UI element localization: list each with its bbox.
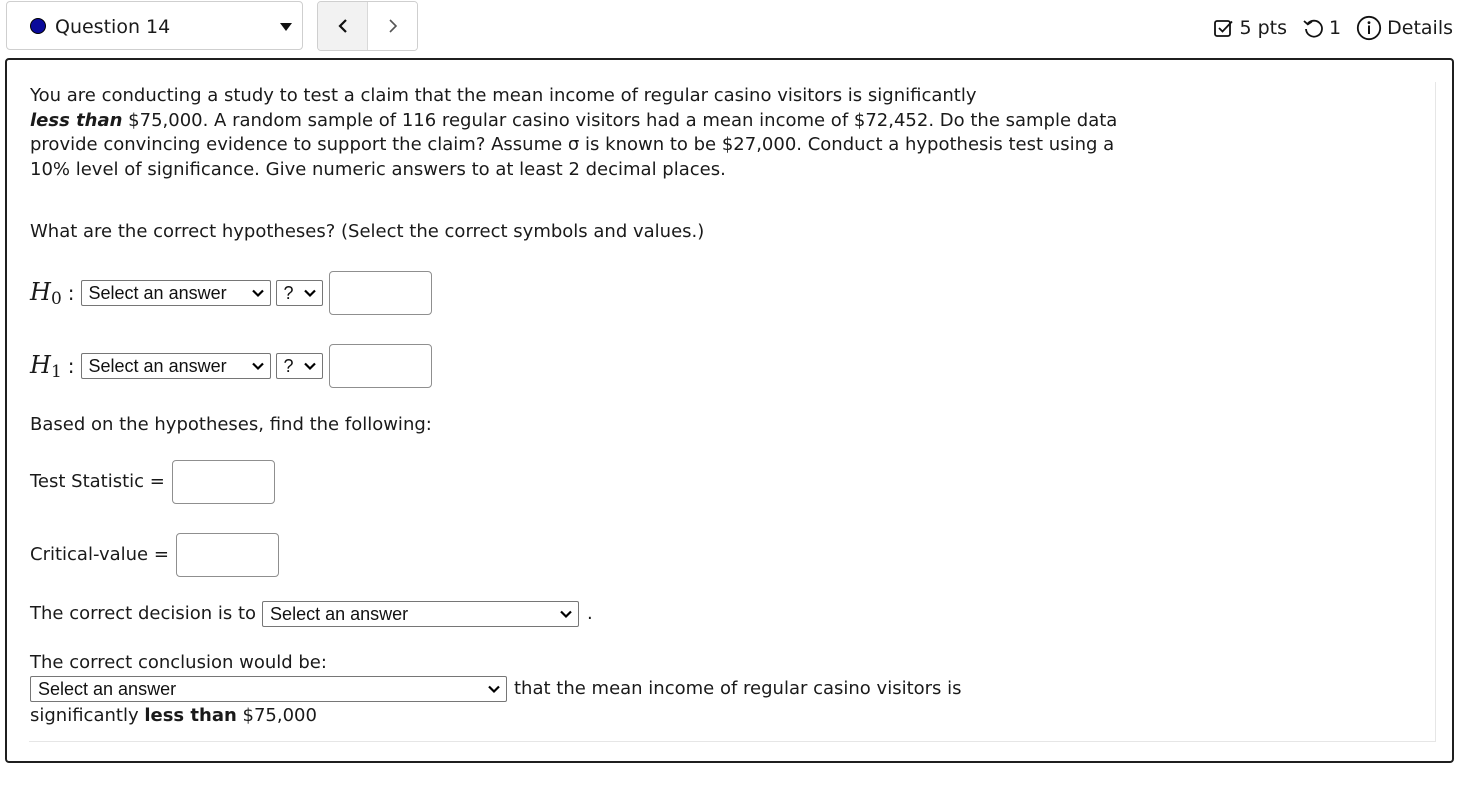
test-statistic-row xyxy=(30,460,275,504)
status-dot-icon xyxy=(30,18,46,34)
details-button[interactable] xyxy=(1356,15,1453,41)
test-statistic-label: Test Statistic = xyxy=(30,471,165,492)
h1-value-input[interactable] xyxy=(329,344,432,388)
prompt-text-b: $75,000. A random sample of 116 regular casino visitors had a mean income of $72,452. Do the sample data provide convincing evidence to support the claim? Assume σ is known to be $27,000. Conduct a hypothesis test using a 10% level of significance. Give numeric answers to at least 2 decimal places. xyxy=(30,109,1118,180)
based-on-label: Based on the hypotheses, find the following: xyxy=(30,414,432,435)
critical-value-input[interactable] xyxy=(176,533,279,577)
details-label: Details xyxy=(1387,17,1453,39)
h1-operator-select[interactable]: ? xyxy=(276,353,323,379)
points-text: 5 pts xyxy=(1239,17,1288,39)
chevron-down-icon xyxy=(487,682,501,696)
previous-question-button[interactable] xyxy=(318,2,367,50)
chevron-down-icon xyxy=(251,359,265,373)
points-info xyxy=(1213,17,1287,39)
conclusion-row xyxy=(30,676,962,702)
h0-row: $H_0$ : Select an answer ? xyxy=(30,271,432,315)
chevron-down-icon xyxy=(303,359,317,373)
chevron-down-icon xyxy=(251,286,265,300)
h1-row: $H_1$ : Select an answer ? xyxy=(30,344,432,388)
retry-icon xyxy=(1302,17,1324,39)
caret-down-icon xyxy=(280,23,292,31)
h0-operator-select[interactable]: ? xyxy=(276,280,323,306)
conclusion-continued: significantly less than $75,000 xyxy=(30,705,317,726)
question-prompt xyxy=(30,84,1120,182)
chevron-right-icon xyxy=(387,18,399,34)
question-meta xyxy=(1213,15,1453,41)
chevron-down-icon xyxy=(559,607,573,621)
h1-parameter-select[interactable]: Select an answer xyxy=(81,353,271,379)
next-question-button[interactable] xyxy=(367,2,417,50)
question-label: Question 14 xyxy=(55,16,171,38)
prompt-text-a: You are conducting a study to test a claim that the mean income of regular casino visitors is significantly xyxy=(30,85,977,106)
h1-label: $H_1$ xyxy=(30,350,62,382)
conclusion-select[interactable]: Select an answer xyxy=(30,676,507,702)
chevron-left-icon xyxy=(337,18,349,34)
decision-period: . xyxy=(587,603,593,624)
decision-select[interactable]: Select an answer xyxy=(262,601,579,627)
h0-value-input[interactable] xyxy=(329,271,432,315)
hypotheses-instruction: What are the correct hypotheses? (Select the correct symbols and values.) xyxy=(30,221,705,242)
question-select[interactable] xyxy=(6,1,303,50)
checkbox-icon xyxy=(1213,18,1234,39)
attempts-text: 1 xyxy=(1329,17,1342,39)
conclusion-text: that the mean income of regular casino visitors is xyxy=(514,678,962,699)
critical-value-label: Critical-value = xyxy=(30,544,169,565)
decision-row xyxy=(30,600,593,628)
critical-value-row xyxy=(30,533,279,577)
h0-parameter-select[interactable]: Select an answer xyxy=(81,280,271,306)
attempts-info xyxy=(1302,17,1341,39)
chevron-down-icon xyxy=(303,286,317,300)
question-nav xyxy=(317,1,418,51)
prompt-emphasis: less than xyxy=(30,109,123,131)
test-statistic-input[interactable] xyxy=(172,460,275,504)
decision-label: The correct decision is to xyxy=(30,603,257,624)
h0-label: $H_0$ xyxy=(30,277,62,309)
info-icon xyxy=(1356,15,1382,41)
prompt-paragraph xyxy=(30,84,1120,182)
conclusion-label: The correct conclusion would be: xyxy=(30,652,327,673)
